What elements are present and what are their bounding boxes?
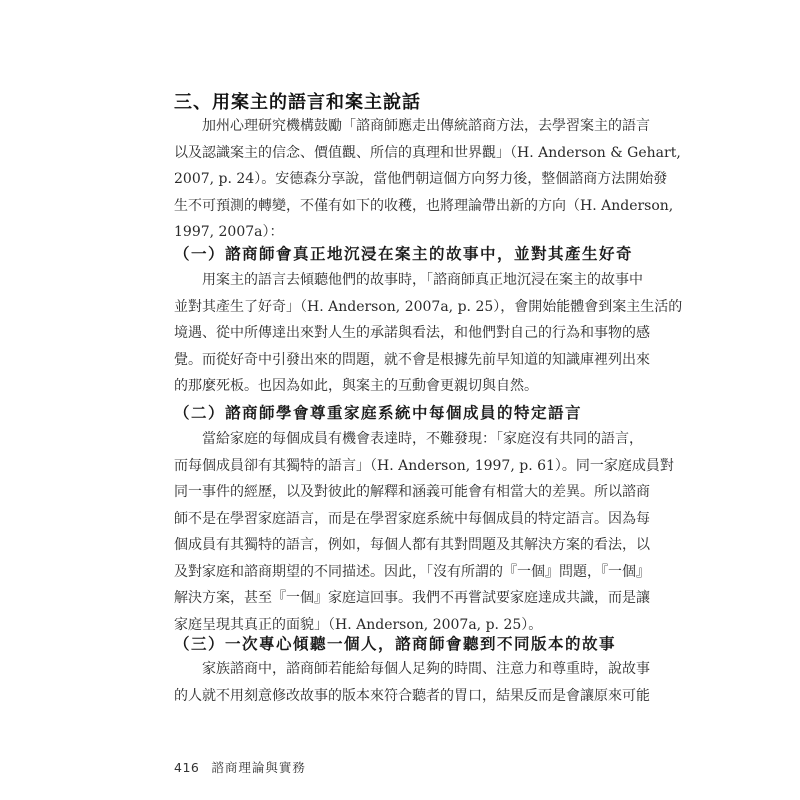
- text-line: 及對家庭和諮商期望的不同描述。因此，「沒有所謂的『一個』問題，『一個』: [174, 563, 650, 580]
- text-line: 用案主的語言去傾聽他們的故事時，「諮商師真正地沉浸在案主的故事中: [202, 272, 643, 288]
- subsection-paragraph-2: [174, 426, 674, 638]
- text-line: 家庭呈現其真正的面貌」（H. Anderson, 2007a, p. 25）。: [174, 616, 543, 633]
- text-line: 而每個成員卻有其獨特的語言」（H. Anderson, 1997, p. 61）。同一家庭成員對: [174, 457, 674, 474]
- text-line: 個成員有其獨特的語言，例如，每個人都有其對問題及其解決方案的看法，以: [174, 537, 650, 553]
- text-line: 2007, p. 24）。安德森分享說，當他們朝這個方向努力後，整個諮商方法開始發: [174, 171, 668, 187]
- text-line: 同一事件的經歷，以及對彼此的解釋和涵義可能會有相當大的差異。所以諮商: [174, 484, 650, 500]
- page-footer: [174, 758, 306, 776]
- text-line: 1997, 2007a）：: [174, 224, 284, 240]
- subsection-heading-2: （二）諮商師學會尊重家庭系統中每個成員的特定語言: [174, 403, 583, 422]
- text-line: 解決方案，甚至『一個』家庭這回事。我們不再嘗試要家庭達成共識，而是讓: [174, 590, 650, 606]
- section-title: 三、用案主的語言和案主說話: [174, 92, 421, 113]
- text-line: 境遇、從中所傳達出來對人生的承諾與看法，和他們對自己的行為和事物的感: [174, 325, 650, 341]
- text-line: 的那麼死板。也因為如此，與案主的互動會更親切與自然。: [174, 378, 538, 394]
- book-title: 諮商理論與實務: [211, 760, 306, 775]
- text-line: 家族諮商中，諮商師若能給每個人足夠的時間、注意力和尊重時，說故事: [202, 661, 650, 677]
- text-line: 加州心理研究機構鼓勵「諮商師應走出傳統諮商方法，去學習案主的語言: [202, 118, 650, 134]
- subsection-paragraph-3: [174, 656, 650, 709]
- subsection-heading-1: （一）諮商師會真正地沉浸在案主的故事中，並對其產生好奇: [174, 244, 634, 263]
- text-line: 並對其產生了好奇」（H. Anderson, 2007a, p. 25），會開始能體會到案主生活的: [174, 298, 683, 315]
- text-line: 當給家庭的每個成員有機會表達時，不難發現：「家庭沒有共同的語言，: [202, 431, 643, 447]
- text-line: 生不可預測的轉變，不僅有如下的收穫，也將理論帶出新的方向（H. Anderson,: [174, 197, 674, 214]
- text-line: 覺。而從好奇中引發出來的問題，就不會是根據先前早知道的知識庫裡列出來: [174, 351, 650, 368]
- page-number: 416: [174, 760, 200, 775]
- subsection-paragraph-1: [174, 267, 683, 400]
- subsection-heading-3: （三）一次專心傾聽一個人，諮商師會聽到不同版本的故事: [174, 634, 617, 653]
- text-line: 以及認識案主的信念、價值觀、所信的真理和世界觀」（H. Anderson & Gehart,: [174, 144, 681, 161]
- text-line: 的人就不用刻意修改故事的版本來符合聽者的胃口，結果反而是會讓原來可能: [174, 687, 650, 704]
- intro-paragraph: [174, 113, 681, 246]
- text-line: 師不是在學習家庭語言，而是在學習家庭系統中每個成員的特定語言。因為每: [174, 510, 650, 527]
